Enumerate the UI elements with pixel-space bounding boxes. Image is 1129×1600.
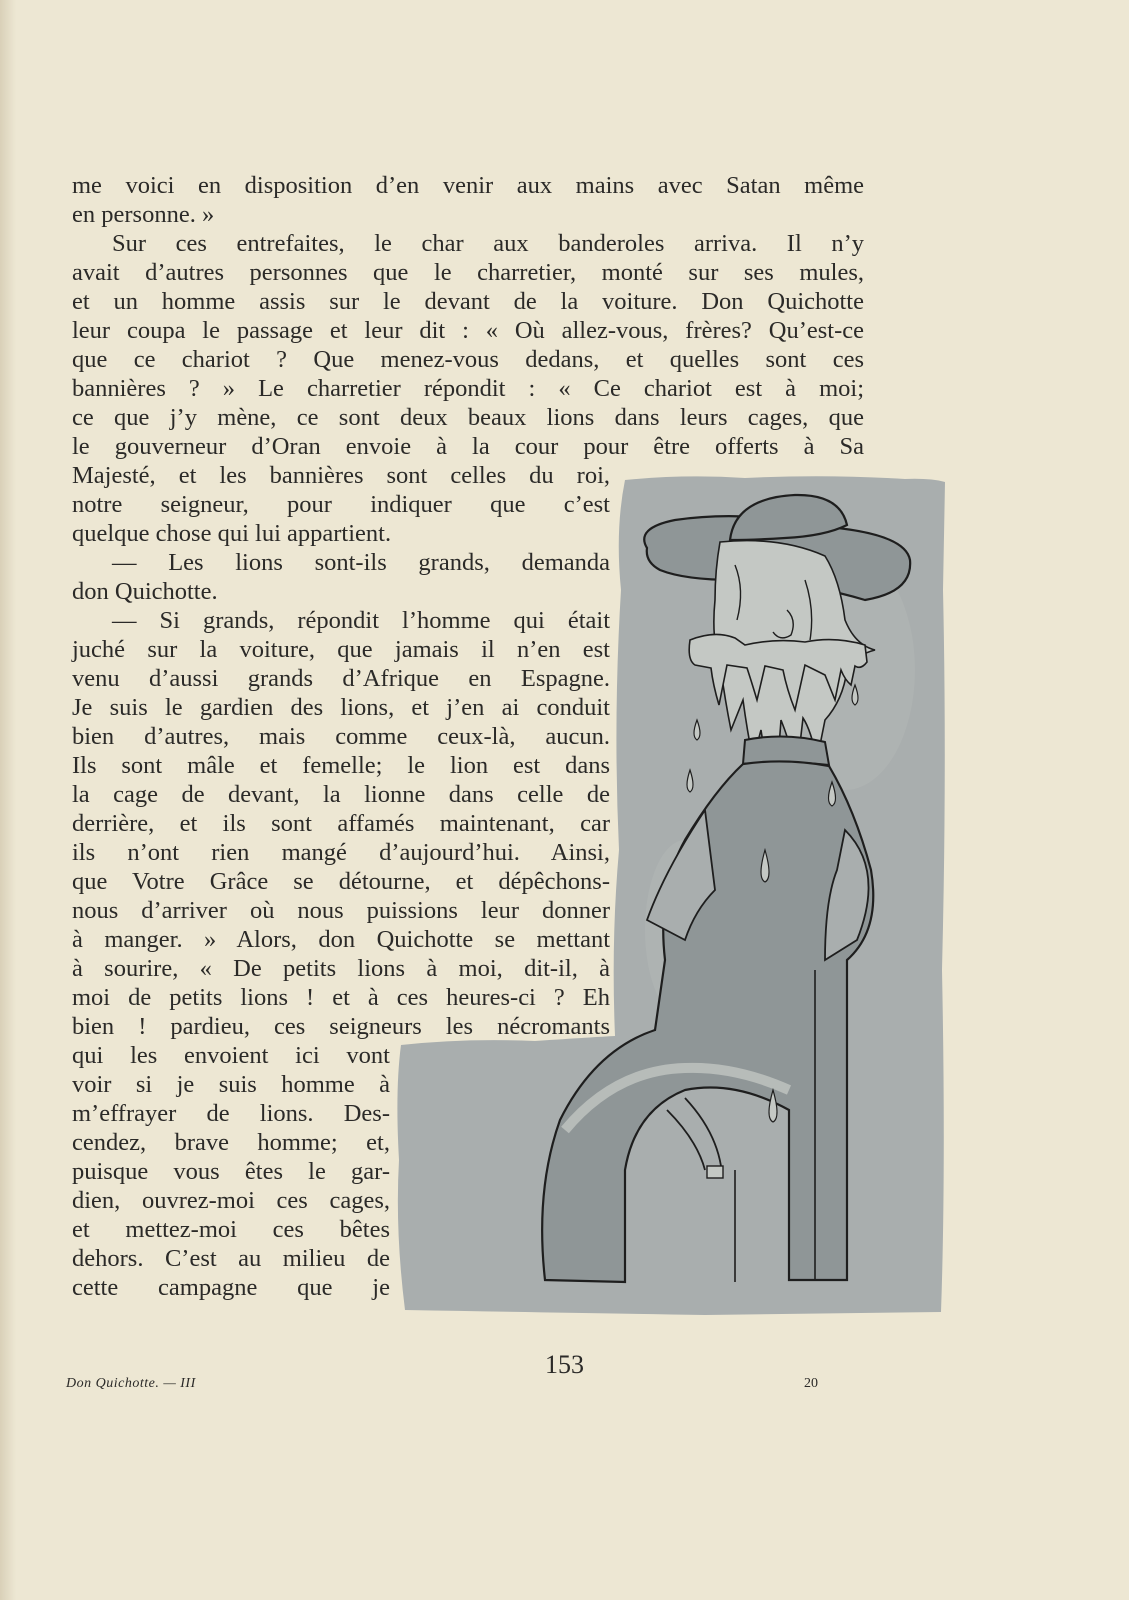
text-line: venu d’aussi grands d’Afrique en Espagne. <box>72 665 610 692</box>
text-line: cette campagne que je <box>72 1274 390 1301</box>
text-line: Majesté, et les bannières sont celles du roi, <box>72 462 610 489</box>
text-line: ils n’ont rien mangé d’aujourd’hui. Ainsi, <box>72 839 610 866</box>
text-line: à sourire, « De petits lions à moi, dit-il, à <box>72 955 610 982</box>
text-line: dien, ouvrez-moi ces cages, <box>72 1187 390 1214</box>
text-line: — Si grands, répondit l’homme qui était <box>112 607 610 634</box>
text-line: voir si je suis homme à <box>72 1071 390 1098</box>
illustration-melting-figure <box>385 470 950 1318</box>
text-line: dehors. C’est au milieu de <box>72 1245 390 1272</box>
text-line: juché sur la voiture, que jamais il n’en est <box>72 636 610 663</box>
text-line: et mettez-moi ces bêtes <box>72 1216 390 1243</box>
text-line: avait d’autres personnes que le charretier, monté sur ses mules, <box>72 259 864 286</box>
text-line: et un homme assis sur le devant de la voiture. Don Quichotte <box>72 288 864 315</box>
text-line: Ils sont mâle et femelle; le lion est dans <box>72 752 610 779</box>
text-line: le gouverneur d’Oran envoie à la cour pour être offerts à Sa <box>72 433 864 460</box>
text-line: la cage de devant, la lionne dans celle de <box>72 781 610 808</box>
text-line: moi de petits lions ! et à ces heures-ci ? Eh <box>72 984 610 1011</box>
text-line: m’effrayer de lions. Des- <box>72 1100 390 1127</box>
text-line: bannières ? » Le charretier répondit : « Ce chariot est à moi; <box>72 375 864 402</box>
text-line: bien ! pardieu, ces seigneurs les nécromants <box>72 1013 610 1040</box>
text-line: Sur ces entrefaites, le char aux banderoles arriva. Il n’y <box>112 230 864 257</box>
text-line: notre seigneur, pour indiquer que c’est <box>72 491 610 518</box>
text-line: ce que j’y mène, ce sont deux beaux lions dans leurs cages, que <box>72 404 864 431</box>
text-line: me voici en disposition d’en venir aux mains avec Satan même <box>72 172 864 199</box>
text-line: en personne. » <box>72 201 215 228</box>
text-line: cendez, brave homme; et, <box>72 1129 390 1156</box>
text-line: derrière, et ils sont affamés maintenant, car <box>72 810 610 837</box>
signature-number: 20 <box>804 1376 818 1391</box>
text-line: nous d’arriver où nous puissions leur donner <box>72 897 610 924</box>
text-line: — Les lions sont-ils grands, demanda <box>112 549 610 576</box>
text-line: quelque chose qui lui appartient. <box>72 520 392 547</box>
text-line: que Votre Grâce se détourne, et dépêchons- <box>72 868 610 895</box>
text-line: leur coupa le passage et leur dit : « Où allez-vous, frères? Qu’est-ce <box>72 317 864 344</box>
signature-mark: Don Quichotte. — III <box>66 1376 196 1391</box>
text-line: que ce chariot ? Que menez-vous dedans, et quelles sont ces <box>72 346 864 373</box>
text-line: Je suis le gardien des lions, et j’en ai conduit <box>72 694 610 721</box>
text-line: à manger. » Alors, don Quichotte se mettant <box>72 926 610 953</box>
page-number: 153 <box>545 1350 584 1379</box>
text-line: qui les envoient ici vont <box>72 1042 390 1069</box>
text-line: don Quichotte. <box>72 578 218 605</box>
text-line: puisque vous êtes le gar- <box>72 1158 390 1185</box>
text-line: bien d’autres, mais comme ceux-là, aucun. <box>72 723 610 750</box>
